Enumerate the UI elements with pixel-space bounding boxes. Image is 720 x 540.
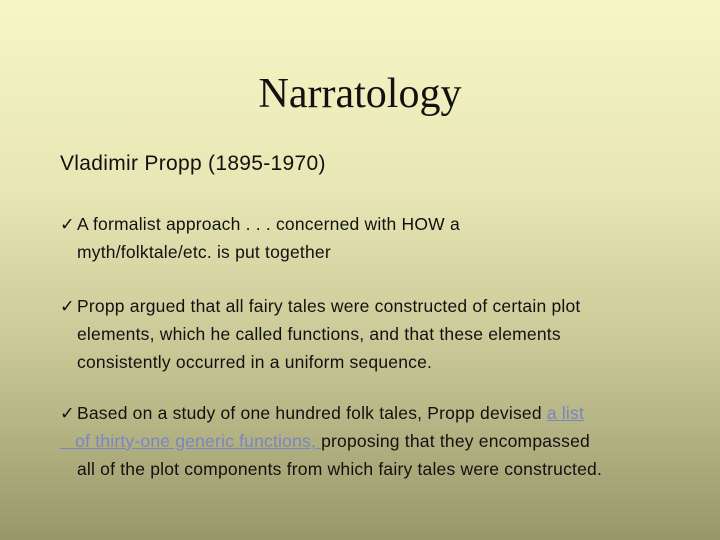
slide-title: Narratology (258, 71, 462, 117)
checkmark-icon: ✓ (60, 214, 75, 234)
checkmark-icon: ✓ (60, 403, 75, 423)
bullet-formalist-approach (60, 210, 690, 266)
bullet-propp-argued (60, 292, 690, 376)
bullet-text-line: elements, which he called functions, and that these elements (77, 324, 561, 344)
bullet-based-on-study (60, 399, 690, 483)
bullet-text-line: Propp argued that all fairy tales were constructed of certain plot (77, 296, 581, 316)
bullet-text: proposing that they encompassed (321, 431, 590, 451)
list-of-functions-link-continued[interactable]: of thirty-one generic functions, (60, 431, 322, 451)
bullet-text-line (60, 399, 690, 427)
bullet-text-line: all of the plot components from which fairy tales were constructed. (77, 459, 603, 479)
bullet-text: Based on a study of one hundred folk tales, Propp devised (77, 403, 547, 423)
list-of-functions-link[interactable]: a list (546, 403, 585, 423)
slide-subtitle: Vladimir Propp (1895-1970) (60, 152, 326, 175)
checkmark-icon: ✓ (60, 296, 75, 316)
bullet-text-line: myth/folktale/etc. is put together (77, 242, 331, 262)
bullet-text-line: A formalist approach . . . concerned with HOW a (77, 214, 460, 234)
bullet-text-line: consistently occurred in a uniform sequence. (77, 352, 433, 372)
bullet-text-line (60, 427, 690, 455)
